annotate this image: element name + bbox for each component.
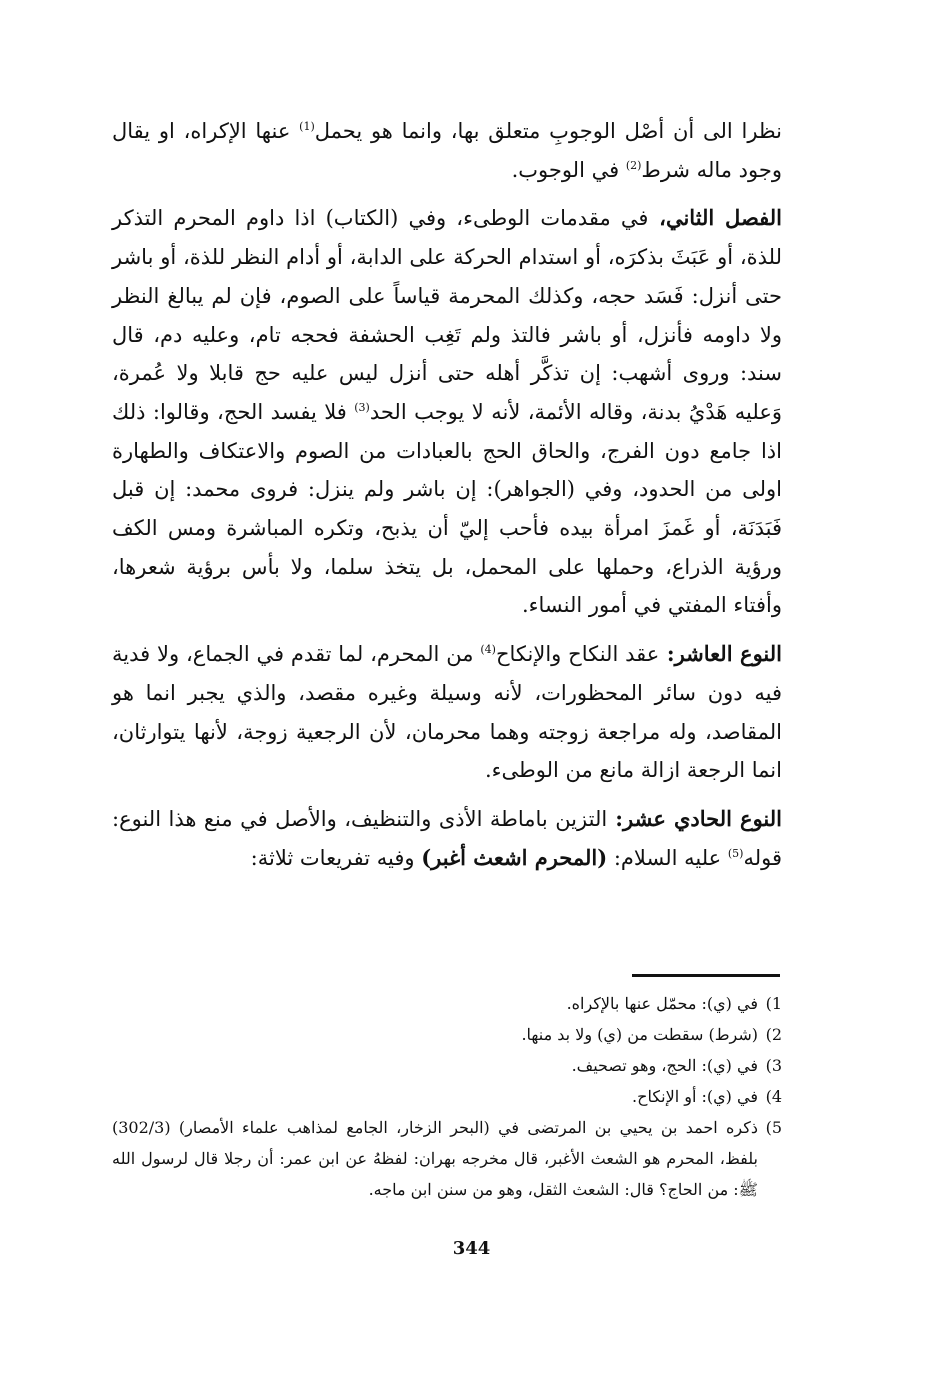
footnote-item	[112, 988, 782, 1019]
footnote-number: 5)	[765, 1118, 782, 1137]
footnote-ref-1: (1)	[299, 120, 315, 133]
footnotes	[112, 988, 782, 1205]
text-run: من المحرم، لما تقدم في الجماع، ولا فدية فيه دون سائر المحظورات، لأنه وسيلة وغيره مقصد، والذي يجبر انما هو المقاصد، وله مراجعة زوجته وهما محرمان، لأن الرجعية زوجة، لأنها يتوارثان، انما الرجعة ازالة مانع من الوطىء.	[112, 642, 782, 783]
paragraph-3	[112, 635, 782, 790]
paragraph-1	[112, 112, 782, 189]
footnote-item	[112, 1112, 782, 1205]
text-run: فلا يفسد الحج، وقالوا: ذلك اذا جامع دون الفرج، والحاق الحج بالعبادات من الصوم والاعتكاف والطهارة اولى من الحدود، وفي (الجواهر): إن باشر ولم ينزل: فروى محمد: إن قبل فَبَدَنَة، أو غَمزَ امرأة بيده فأحب إليّ أن يذبح، وتكره المباشرة ومس الكف ورؤية الذراع، وحملها على المحمل، بل يتخذ سلما، ولا بأس برؤية شعرها، وأفتاء المفتي في أمور النساء.	[112, 399, 782, 618]
footnote-text: في (ي): الحج، وهو تصحيف.	[571, 1056, 758, 1075]
footnote-number: 3)	[765, 1056, 782, 1075]
footnote-number: 1)	[765, 994, 782, 1013]
footnote-text: (شرط) سقطت من (ي) ولا بد منها.	[521, 1025, 758, 1044]
hadith-quote: (المحرم اشعث أغبر)	[421, 844, 608, 870]
paragraph-2	[112, 199, 782, 625]
footnote-item	[112, 1019, 782, 1050]
footnote-ref-4: (4)	[480, 643, 496, 657]
footnote-text: ذكره احمد بن يحيي بن المرتضى في (البحر الزخار، الجامع لمذاهب علماء الأمصار) (302/3) بلفظ، المحرم هو الشعث الأغبر، قال مخرجه بهران: لفظهُ عن ابن عمر: أن رجلا قال لرسول الله ﷺ: من الحاج؟ قال: الشعث الثقل، وهو من سنن ابن ماجه.	[112, 1118, 758, 1199]
text-run: التزين باماطة الأذى والتنظيف، والأصل في منع هذا النوع: قوله	[112, 806, 782, 870]
footnote-item	[112, 1081, 782, 1112]
text-run: عقد النكاح والإنكاح	[495, 642, 660, 667]
footnote-text: في (ي): أو الإنكاح.	[632, 1087, 758, 1106]
main-text	[112, 112, 782, 887]
footnote-ref-3: (3)	[354, 400, 370, 414]
text-run: عليه السلام:	[607, 845, 728, 870]
footnote-ref-2: (2)	[625, 158, 642, 172]
footnote-number: 2)	[765, 1025, 782, 1044]
paragraph-4	[112, 800, 782, 877]
text-run: في الوجوب.	[511, 157, 626, 182]
text-run: عنها الإكراه، او يقال وجود ماله شرط	[112, 119, 782, 182]
footnote-separator	[632, 974, 780, 977]
footnote-text: في (ي): محمّل عنها بالإكراه.	[566, 994, 758, 1013]
footnote-number: 4)	[765, 1087, 782, 1106]
text-run: نظرا الى أن أصْل الوجوبِ متعلق بها، وانما هو يحمل	[314, 119, 782, 143]
section-heading: الفصل الثاني،	[648, 205, 783, 231]
section-heading: النوع الحادي عشر:	[607, 805, 782, 831]
section-heading: النوع العاشر:	[659, 641, 782, 667]
footnote-item	[112, 1050, 782, 1081]
footnote-ref-5: (5)	[727, 846, 744, 860]
text-run: في مقدمات الوطىء، وفي (الكتاب) اذا داوم المحرم التذكر للذة، أو عَبَثَ بذكرَه، أو استدام الحركة على الدابة، أو أدام النظر للذة، أو باشر حتى أنزل: فَسَد حجه، وكذلك المحرمة قياساً على الصوم، فإن لم يبالغ النظر ولا داومه فأنزل، أو باشر فالتذ ولم تَغِب الحشفة فحجه تام، وعليه دم، قال سند: وروى أشهب: إن تذكَّر أهله حتى أنزل ليس عليه حج قابلا ولا عُمرة، وَعليه هَدْيُ بدنة، وقاله الأئمة، لأنه لا يوجب الحد	[112, 206, 782, 424]
text-run: وفيه تفريعات ثلاثة:	[250, 845, 422, 870]
page-number: 344	[452, 1238, 491, 1259]
